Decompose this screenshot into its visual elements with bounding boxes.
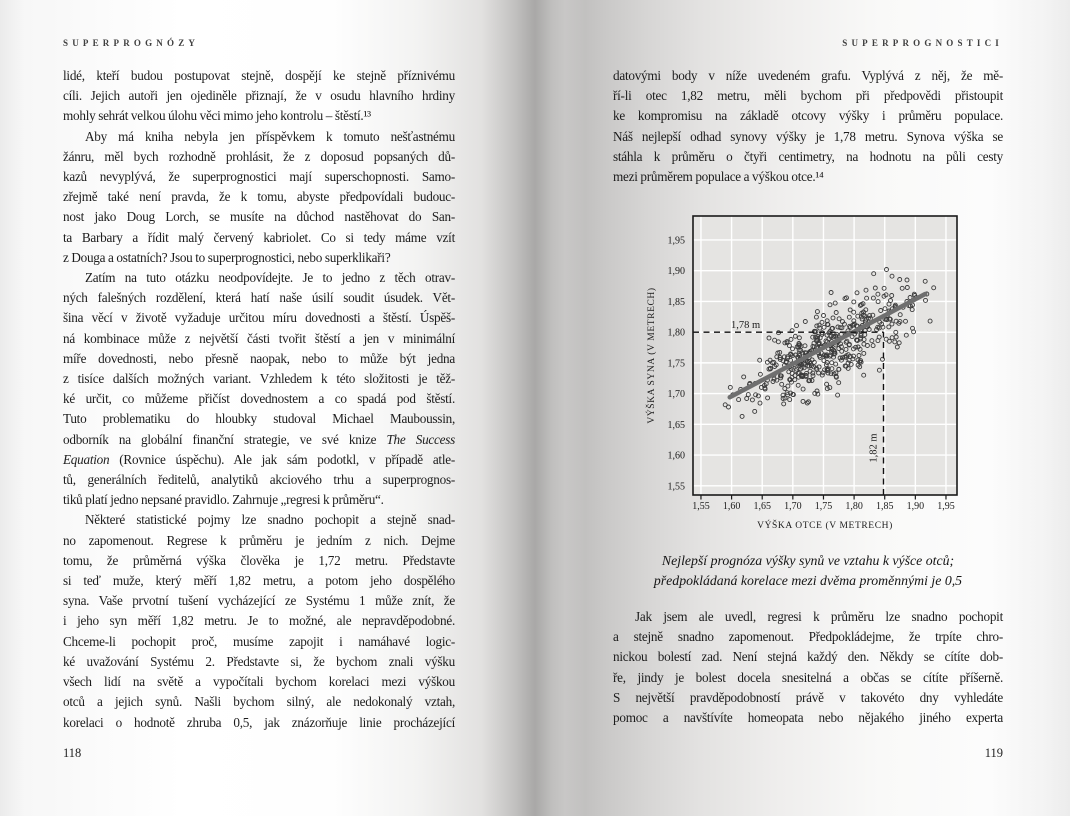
text-line: ké uvažování Systému 2. Představte si, že bychom znali výšku [63,653,455,669]
paragraph [63,510,455,732]
svg-text:1,85: 1,85 [875,501,894,512]
svg-text:1,60: 1,60 [722,501,741,512]
h-line-label: 1,78 m [731,320,761,332]
paragraph [63,66,455,127]
svg-text:1,80: 1,80 [845,501,863,512]
text-line: Equation (Rovnice úspěchu). Ale jak sám podotkl, v případě atle- [63,451,455,467]
text-line: míře dovednosti, nebo přesně naopak, nebo to může být jedna [63,350,455,366]
text-line: z Douga a ostatních? Jsou to superprognostici, nebo superklikaři? [63,249,391,265]
text-line: lidé, kteří budou postupovat stejně, dospějí ke stejně příznivému [63,68,455,83]
paragraph [613,66,1003,187]
svg-text:1,75: 1,75 [667,358,685,370]
svg-text:1,55: 1,55 [692,501,710,512]
text-line: ná kombinace může z největší části tvořit štěstí a jen v minimální [63,330,455,346]
text-line: nickou bolestí zad. Není stejná každý den. Někdy se cítíte dob- [613,649,1003,665]
text-line: ke kompromisu na základě otcovy výšky i průměru populace. [613,108,1003,124]
y-tick-labels [668,235,686,492]
text-line: datovými body v níže uvedeném grafu. Vyplývá z něj, že mě- [613,68,1003,83]
text-line: ta Barbary a řídit malý červený kabriolet. Co si tedy máme vzít [63,229,455,245]
figure-caption [613,551,1003,590]
svg-text:1,95: 1,95 [937,501,955,512]
text-line: všech lidí na světě a vypočítali bychom korelaci mezi výškou [63,674,455,690]
svg-text:1,70: 1,70 [667,389,685,401]
text-line: a stejně snadno zapomenout. Předpokládejme, že trpíte chro- [613,629,1003,645]
text-line: žánru, měl bych rozhodně prohlásit, že z doposud popsaných dů- [63,148,455,164]
svg-text:1,65: 1,65 [667,419,685,431]
paragraph [63,268,455,510]
text-line: odborník na globální finanční strategie, ve své knize The Success [63,431,455,447]
svg-text:1,80: 1,80 [667,327,685,339]
text-line: no zapomenout. Regrese k průměru je jedním z nich. Dejme [63,532,455,548]
text-line: pomoc a navštívíte homeopata nebo nějakého jiného experta [613,710,1003,726]
scatter-chart [630,208,1010,538]
text-line: mezi průměrem populace a výškou otce.¹⁴ [613,169,824,185]
text-line: si teď muže, který měří 1,82 metru, a potom jeho dospělého [63,573,455,589]
text-line: mohly sehrát velkou úlohu věci mimo jeho kontrolu – štěstí.¹³ [63,108,371,124]
svg-text:1,95: 1,95 [667,235,685,247]
text-line: Jak jsem ale uvedl, regresi k průměru lze snadno pochopit [635,609,1003,624]
text-line: ké určit, co můžeme přičíst dovednostem a co spadá pod štěstí. [63,391,455,407]
page-number-left: 118 [63,746,82,760]
text-line: syna. Vaše prvotní tušení vycházející ze Systému 1 může znít, že [63,593,455,609]
text-line: otců a jejich synů. Našli bychom silný, ale nedokonalý vztah, [63,694,455,710]
text-line: S největší pravděpodobností právě v takovéto dny vyhledáte [613,689,1003,705]
text-line: šina věcí v životě vyžaduje určitou míru dovednosti a štěstí. Úspěš- [63,310,455,326]
text-line: Náš nejlepší odhad synovy výšky je 1,78 metru. Synova výška se [613,128,1003,144]
text-line: stáhla k průměru o čtyři centimetry, na hodnotu na půli cesty [613,148,1003,164]
text-line: korelaci o hodnotě zhruba 0,5, jak znázorňuje linie procházející [63,714,455,730]
text-line: Aby má kniha nebyla jen příspěvkem k tomuto nešťastnému [85,128,455,144]
right-page-text-top [613,66,1003,187]
text-line: ných falešných rozdělení, která hatí naše úsilí soudit úsudek. Vět- [63,290,455,306]
y-axis-title: VÝŠKA SYNA (V METRECH) [647,287,657,424]
running-head-right: SUPERPROGNOSTICI [842,38,1003,48]
text-line: nost jako Doug Lorch, se musíte na důchod nastěhovat do San- [63,209,455,225]
v-line-label: 1,82 m [868,433,880,463]
paragraph [613,607,1003,728]
text-line: z tisíce dalších možných variant. Vzhledem k této složitosti je těž- [63,371,455,387]
left-page-text [63,66,455,733]
text-line: Tuto problematiku do hloubky studoval Michael Mauboussin, [63,411,455,427]
text-line: Zatím na tuto otázku neodpovídejte. Je to jedno z těch otrav- [85,270,455,286]
text-line: i jeho syn měří 1,82 metru. Je to možné, ale nepravděpodobné. [63,613,455,629]
svg-text:1,55: 1,55 [667,481,685,493]
running-head-left: SUPERPROGNÓZY [63,38,200,48]
text-line: tiků platí jedno nepsané pravidlo. Zahrnuje „regresi k průměru“. [63,492,384,508]
text-line: kazů nevyplývá, že superprognostici mají superschopnosti. Samo- [63,169,455,185]
text-line: zřejmě také není pravda, že k tomu, abyste předpovídali budouc- [63,189,455,205]
paragraph [63,127,455,268]
text-line: tomu, že průměrná výška člověka je 1,72 metru. Představte [63,552,455,568]
text-line: ře, jindy je bolest docela snesitelná a občas se cítíte příšerně. [613,669,1003,685]
svg-text:1,90: 1,90 [906,501,925,512]
text-line: ří-li otec 1,82 metru, měli bychom při předpovědi přistoupit [613,88,1003,104]
text-line: tů, generálních ředitelů, analytiků akciového trhu a superprognos- [63,472,455,488]
caption-line: předpokládaná korelace mezi dvěma proměnnými je 0,5 [653,572,963,588]
svg-text:1,70: 1,70 [784,501,802,512]
text-line: cíli. Jejich autoři jen ojediněle přiznají, že v osudu hlavního hrdiny [63,88,455,104]
text-line: Některé statistické pojmy lze snadno pochopit a stejně snad- [85,512,455,528]
page-number-right: 119 [984,746,1003,760]
svg-text:1,90: 1,90 [667,266,685,278]
right-page-text-bottom [613,607,1003,728]
text-line: Chceme-li pochopit proč, musíme zapojit i namáhavé logic- [63,633,455,649]
svg-text:1,60: 1,60 [667,450,685,462]
svg-text:1,65: 1,65 [753,501,771,512]
svg-text:1,85: 1,85 [667,296,685,308]
x-axis-title: VÝŠKA OTCE (V METRECH) [757,521,893,531]
x-tick-labels [692,501,955,512]
scatter-plot-svg [630,208,1010,538]
caption-line: Nejlepší prognóza výšky synů ve vztahu k výšce otců; [661,553,955,568]
svg-text:1,75: 1,75 [814,501,833,512]
